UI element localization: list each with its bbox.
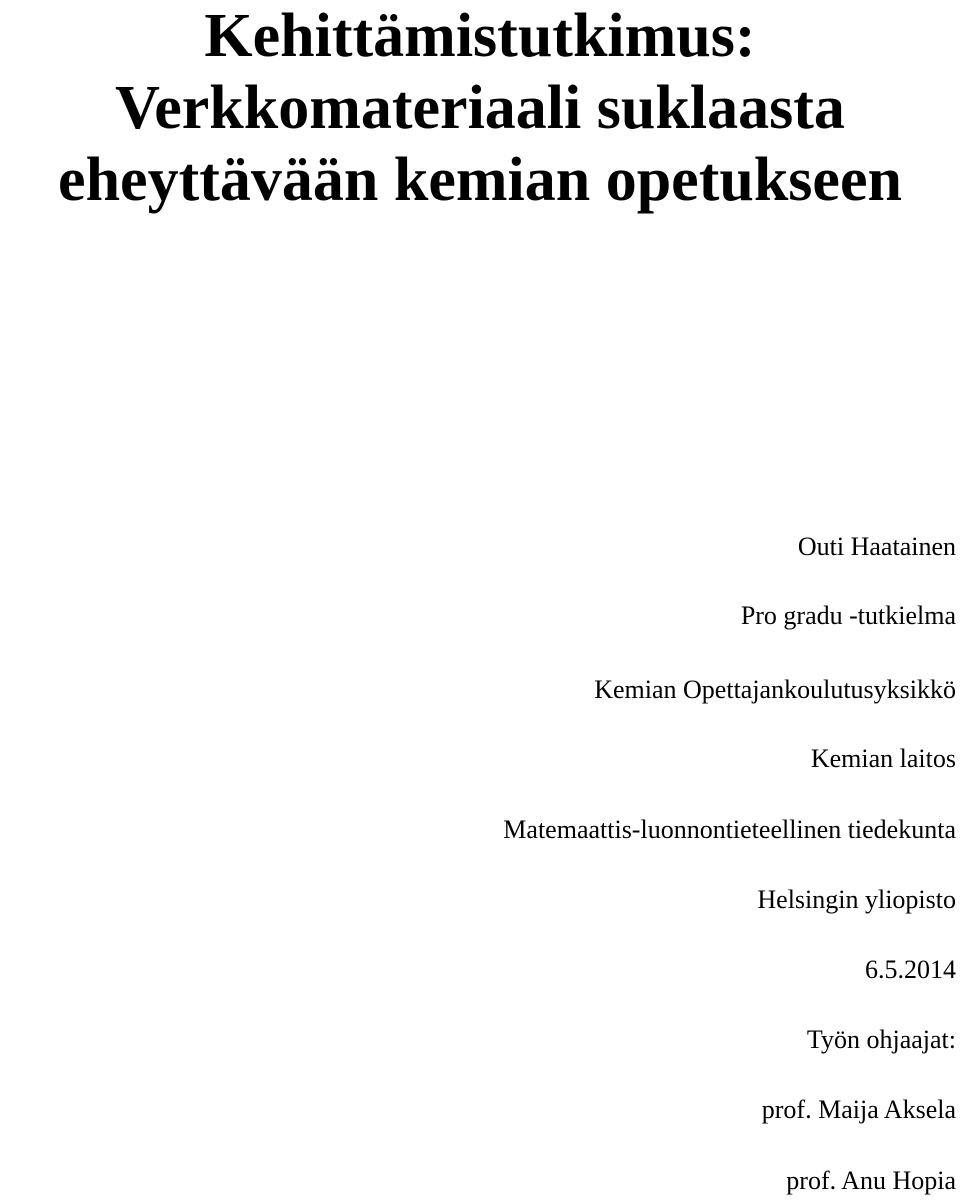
supervisors-label: Työn ohjaajat: [806,1025,956,1054]
teaching-unit: Kemian Opettajankoulutusyksikkö [594,675,956,704]
title-line-1: Kehittämistutkimus: [204,2,756,70]
department: Kemian laitos [810,744,956,773]
supervisor-2: prof. Anu Hopia [786,1166,956,1195]
title-line-2: Verkkomateriaali suklaasta [115,74,845,142]
university: Helsingin yliopisto [757,885,956,914]
submission-date: 6.5.2014 [865,955,956,984]
faculty: Matemaattis-luonnontieteellinen tiedekunta [503,815,956,844]
supervisor-1: prof. Maija Aksela [761,1095,956,1124]
thesis-type: Pro gradu -tutkielma [740,601,956,630]
author-name: Outi Haatainen [797,532,956,561]
title-line-3: eheyttävään kemian opetukseen [58,146,902,214]
